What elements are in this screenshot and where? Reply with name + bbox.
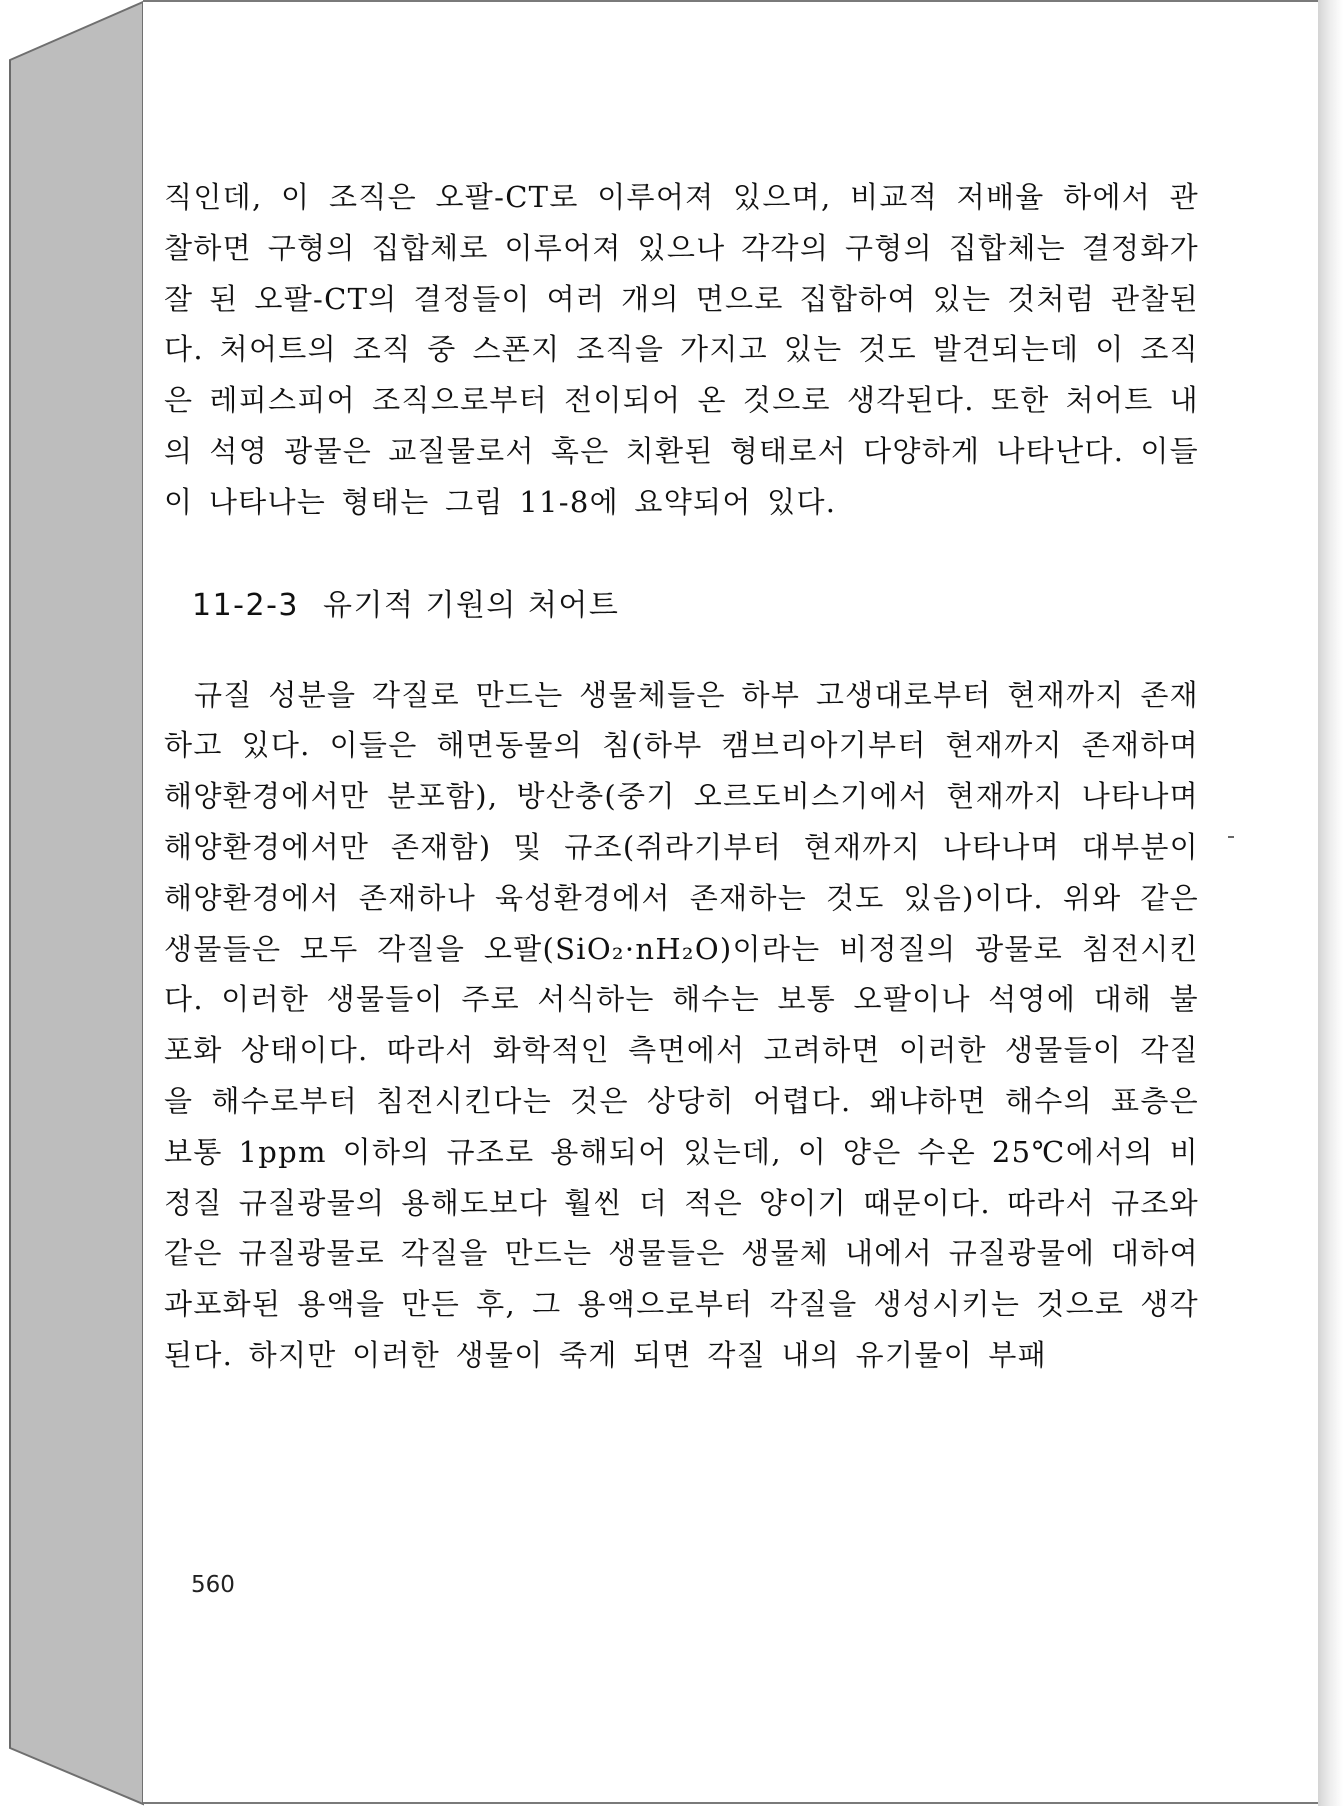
- page-content: [164, 172, 1199, 1381]
- section-number: 11-2-3: [192, 587, 299, 623]
- book-spine: [0, 0, 145, 1806]
- page-number: 560: [191, 1572, 235, 1598]
- paragraph-1: 직인데, 이 조직은 오팔-CT로 이루어져 있으며, 비교적 저배율 하에서 관찰하면 구형의 집합체로 이루어져 있으나 각각의 구형의 집합체는 결정화가 잘 된 오팔-CT의 결정들이 여러 개의 면으로 집합하여 있는 것처럼 관찰된다. 처어트의 조직 중 스폰지 조직을 가지고 있는 것도 발견되는데 이 조직은 레피스피어 조직으로부터 전이되어 온 것으로 생각된다. 또한 처어트 내의 석영 광물은 교질물로서 혹은 치환된 형태로서 다양하게 나타난다. 이들이 나타나는 형태는 그림 11-8에 요약되어 있다.: [164, 180, 1199, 519]
- paragraph-2: 규질 성분을 각질로 만드는 생물체들은 하부 고생대로부터 현재까지 존재하고 있다. 이들은 해면동물의 침(하부 캠브리아기부터 현재까지 존재하며 해양환경에서만 분포함), 방산충(중기 오르도비스기에서 현재까지 나타나며 해양환경에서만 존재함) 및 규조(쥐라기부터 현재까지 나타나며 대부분이 해양환경에서 존재하나 육성환경에서 존재하는 것도 있음)이다. 위와 같은 생물들은 모두 각질을 오팔(SiO₂·nH₂O)이라는 비정질의 광물로 침전시킨다. 이러한 생물들이 주로 서식하는 해수는 보통 오팔이나 석영에 대해 불포화 상태이다. 따라서 화학적인 측면에서 고려하면 이러한 생물들이 각질을 해수로부터 침전시킨다는 것은 상당히 어렵다. 왜냐하면 해수의 표층은 보통 1ppm 이하의 규조로 용해되어 있는데, 이 양은 수온 25℃에서의 비정질 규질광물의 용해도보다 훨씬 더 적은 양이기 때문이다. 따라서 규조와 같은 규질광물로 각질을 만드는 생물들은 생물체 내에서 규질광물에 대하여 과포화된 용액을 만든 후, 그 용액으로부터 각질을 생성시키는 것으로 생각된다. 하지만 이러한 생물이 죽게 되면 각질 내의 유기물이 부패: [164, 677, 1199, 1372]
- page-edge-shadow: [1318, 0, 1343, 1806]
- section-title: 유기적 기원의 처어트: [323, 587, 620, 623]
- section-heading: [164, 586, 1199, 626]
- margin-mark: [1228, 836, 1234, 838]
